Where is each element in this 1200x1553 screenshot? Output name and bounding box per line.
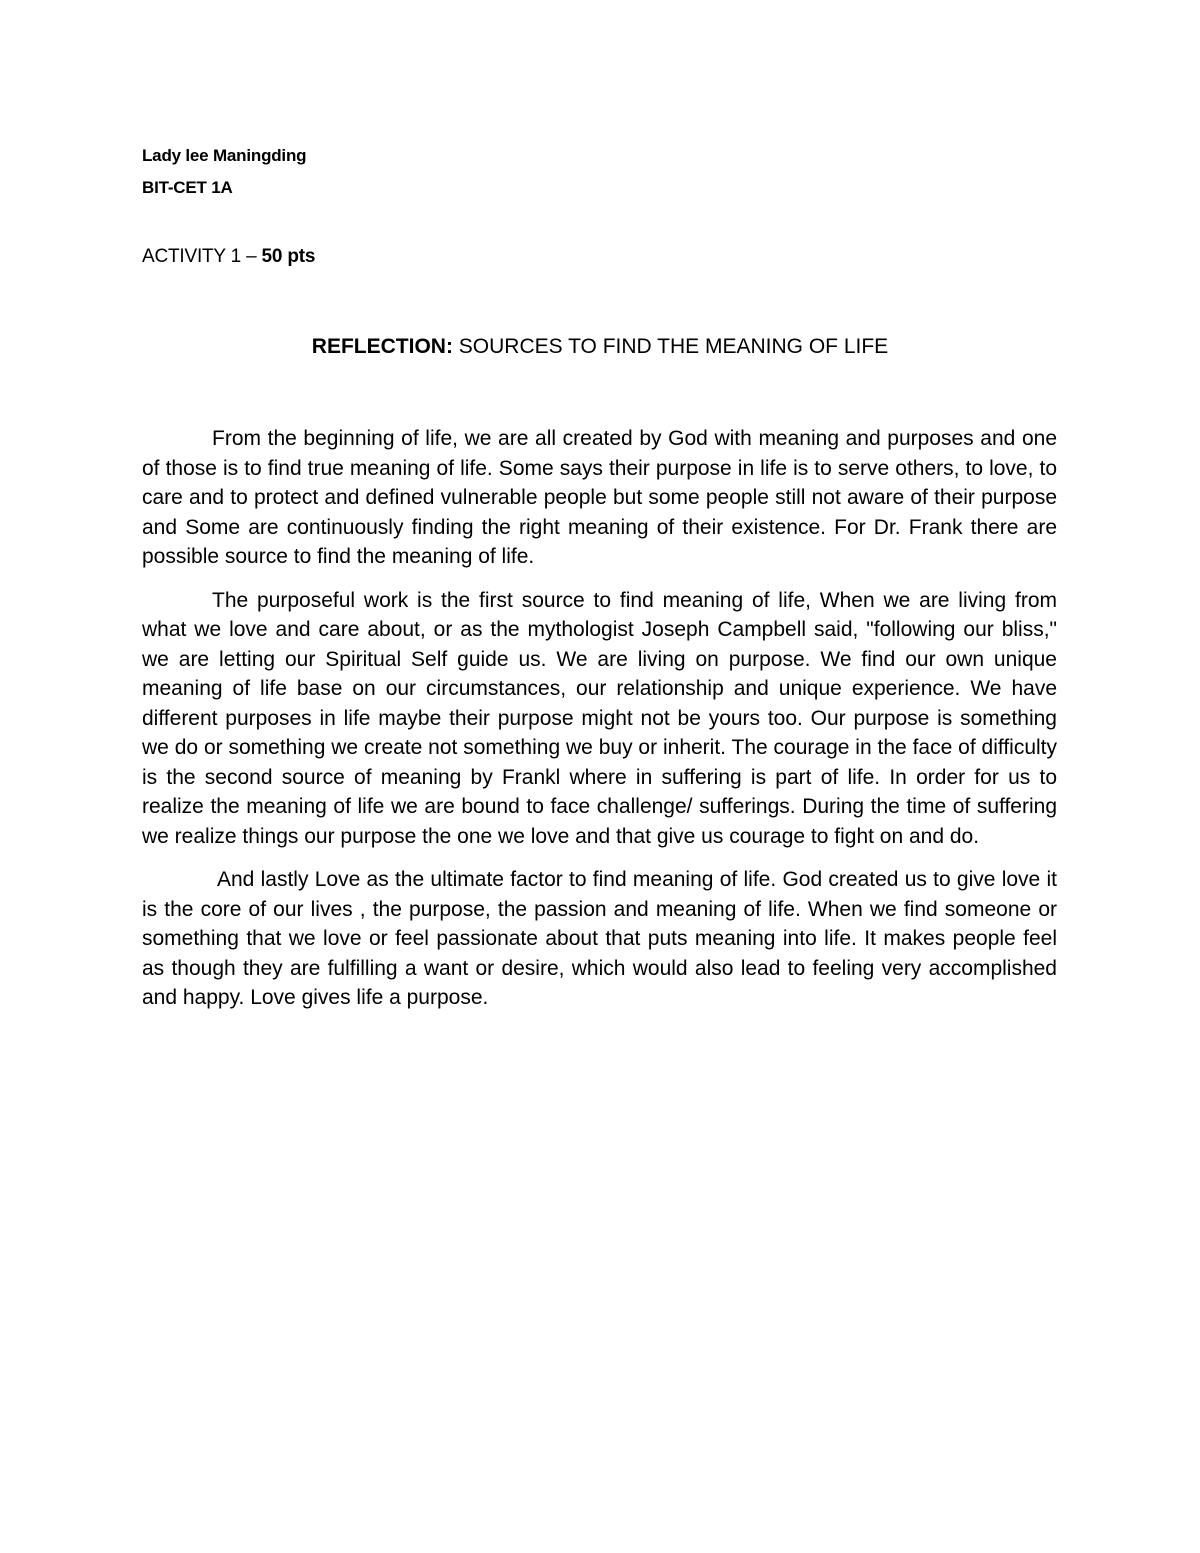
student-name: Lady lee Maningding: [142, 146, 307, 165]
title-lead: REFLECTION:: [311, 335, 453, 358]
activity-points: 50 pts: [261, 246, 316, 267]
title-rest: SOURCES TO FIND THE MEANING OF LIFE: [452, 335, 889, 358]
reflection-title: [0, 335, 1200, 359]
reflection-body: [142, 424, 1057, 1027]
paragraph-3: And lastly Love as the ultimate factor to find meaning of life. God created us to give love it is the core of our lives , the purpose, the passion and meaning of life. When we find someone or something that we love or feel passionate about that puts meaning into life. It makes people feel as though they are fulfilling a want or desire, which would also lead to feeling very accomplished and happy. Love gives life a purpose.: [142, 868, 1057, 1009]
paragraph-1: From the beginning of life, we are all created by God with meaning and purposes and one of those is to find true meaning of life. Some says their purpose in life is to serve others, to love, to care and to protect and defined vulnerable people but some people still not aware of their purpose and Some are continuously finding the right meaning of their existence. For Dr. Frank there are possible source to find the meaning of life.: [142, 427, 1057, 568]
activity-heading: [142, 246, 315, 268]
activity-label: ACTIVITY 1 –: [142, 246, 262, 267]
paragraph-2: The purposeful work is the first source to find meaning of life, When we are living from what we love and care about, or as the mythologist Joseph Campbell said, "following our bliss," we are letting our Spiritual Self guide us. We are living on purpose. We find our own unique meaning of life base on our circumstances, our relationship and unique experience. We have different purposes in life maybe their purpose might not be yours too. Our purpose is something we do or something we create not something we buy or inherit. The courage in the face of difficulty is the second source of meaning by Frankl where in suffering is part of life. In order for us to realize the meaning of life we are bound to face challenge/ sufferings. During the time of suffering we realize things our purpose the one we love and that give us courage to fight on and do.: [142, 588, 1057, 848]
student-section: BIT-CET 1A: [142, 178, 233, 197]
